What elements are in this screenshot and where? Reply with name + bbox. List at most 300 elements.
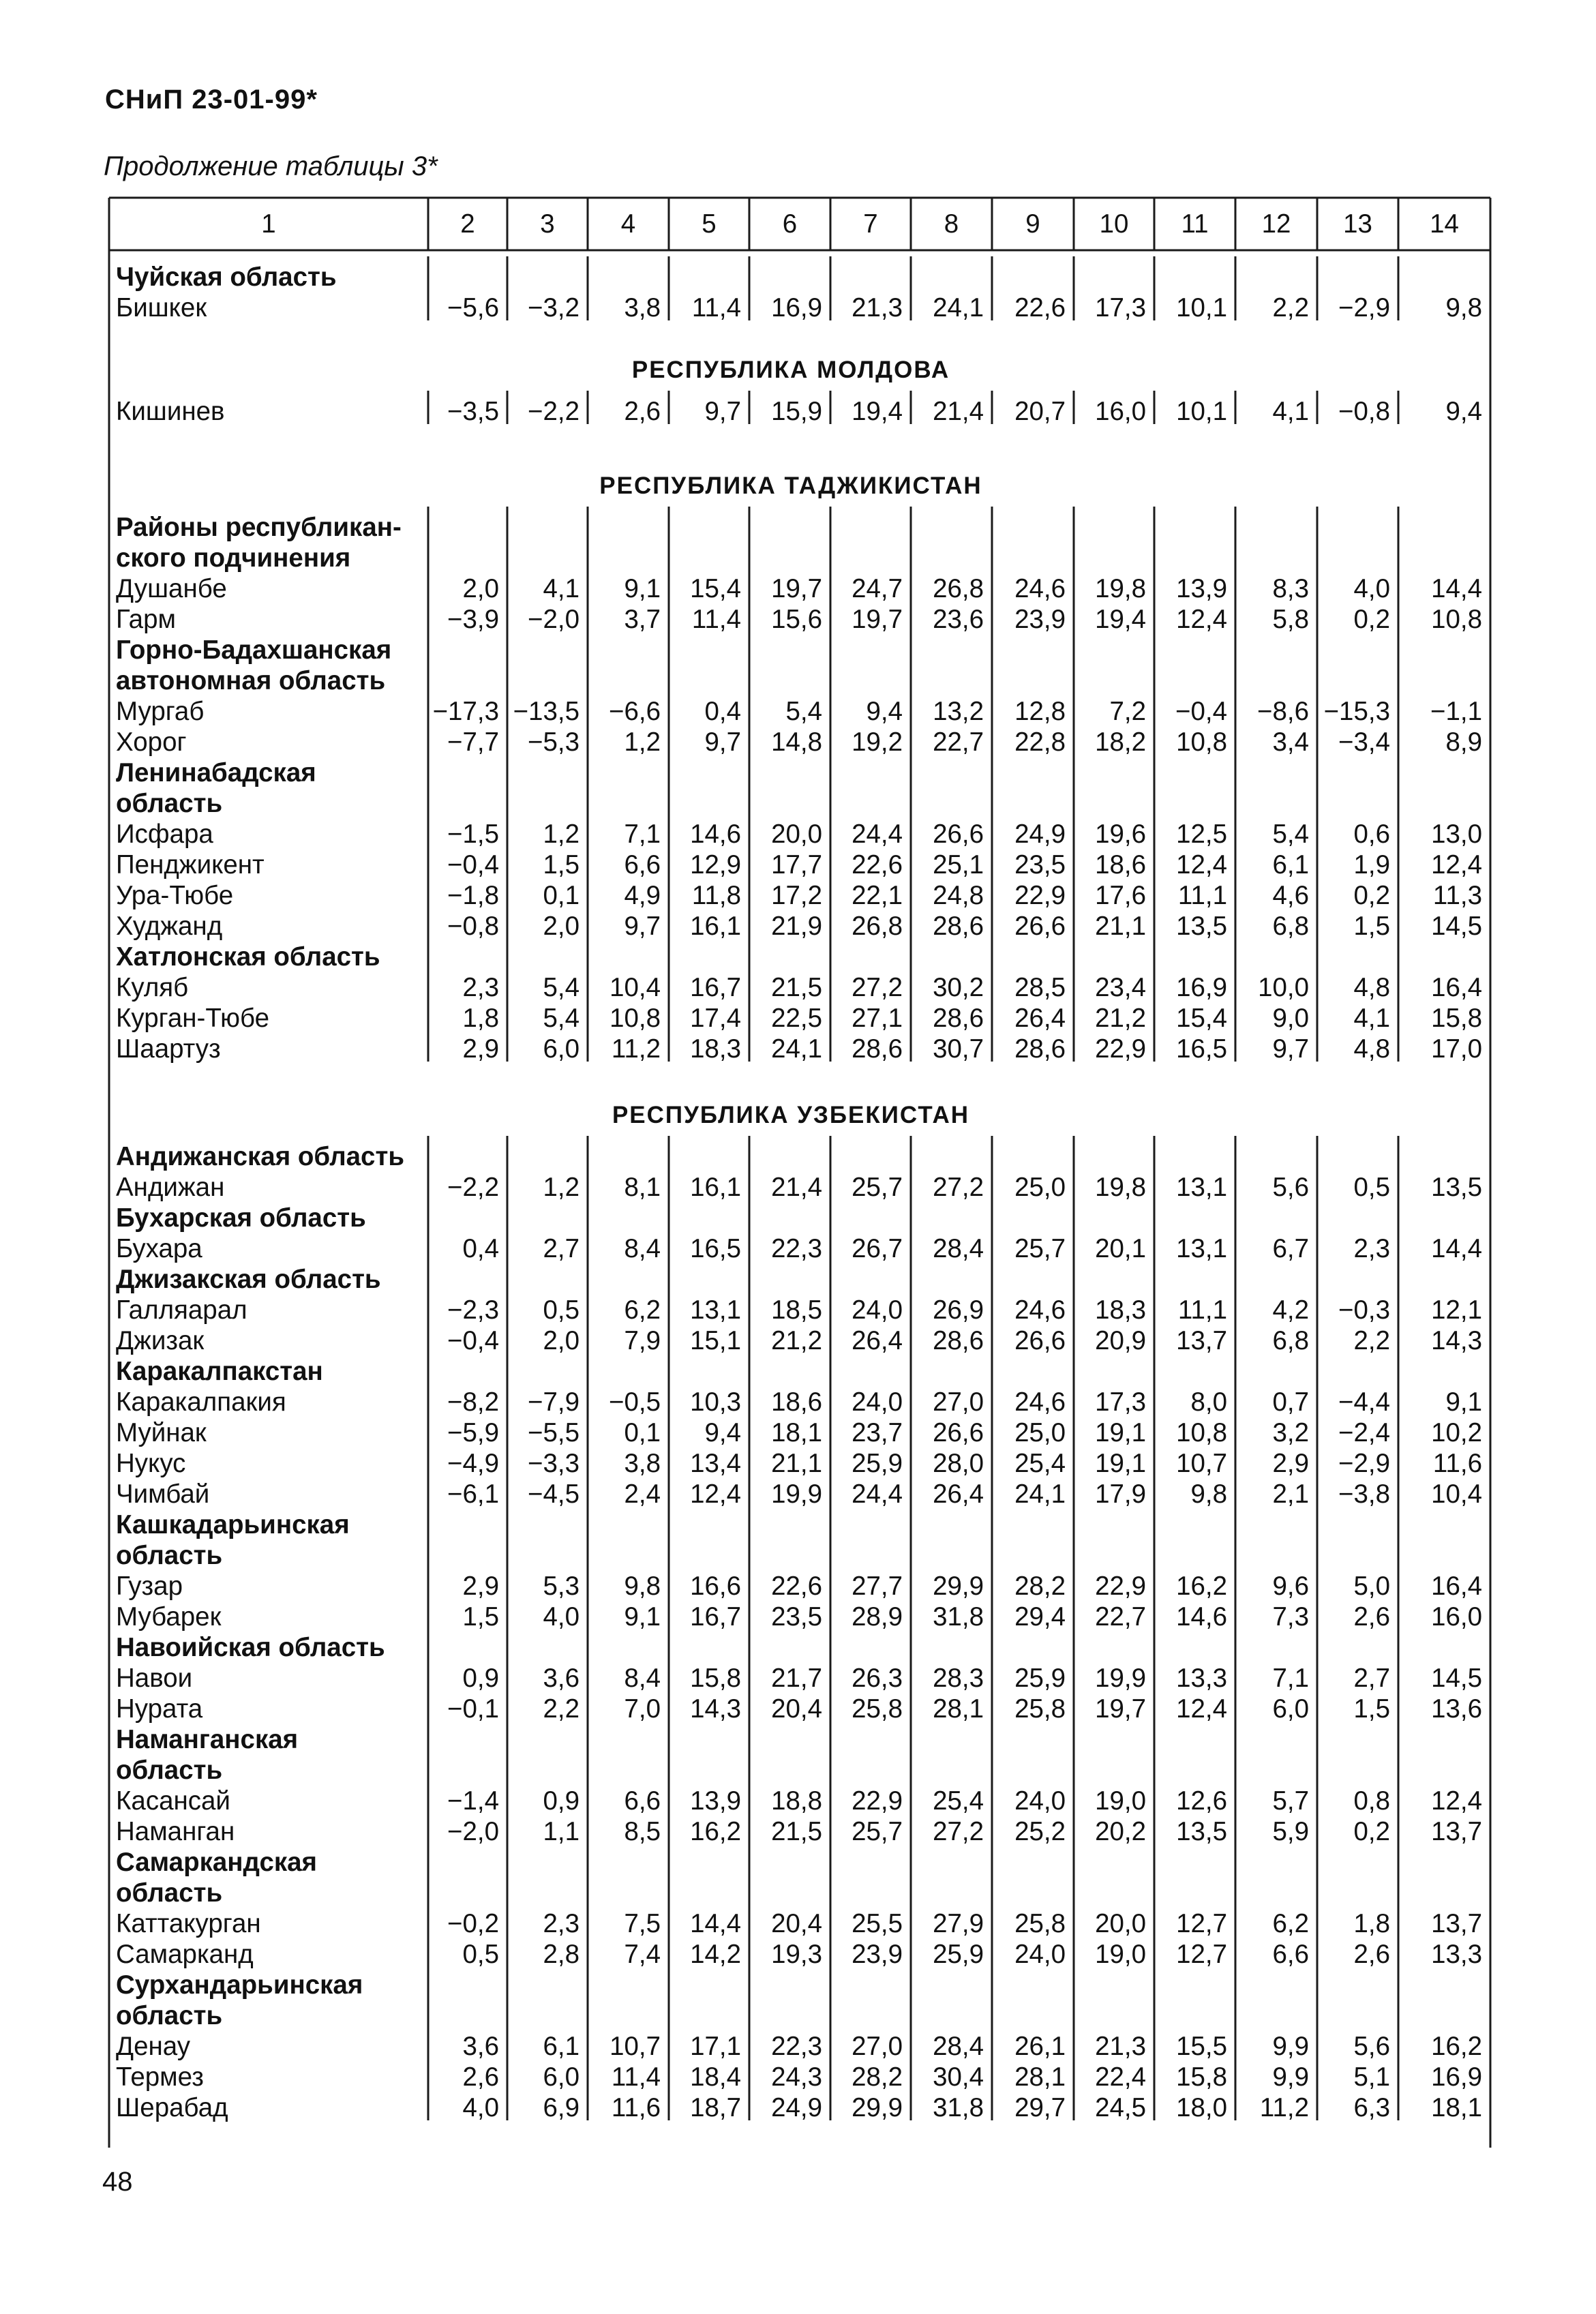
value-cell: 19,4 [852,397,903,426]
value-cell: 0,2 [1353,881,1390,910]
city-name: Муйнак [116,1418,207,1447]
value-cell: 0,7 [1272,1387,1309,1417]
value-cell: 7,3 [1272,1602,1309,1632]
value-cell: 25,9 [852,1449,903,1478]
value-cell: 26,4 [852,1326,903,1355]
value-cell: 26,1 [1014,2032,1066,2061]
value-cell: 23,7 [852,1418,903,1447]
value-cell: 2,0 [462,574,499,603]
city-name: Нурата [116,1694,203,1724]
value-cell: −1,1 [1430,697,1482,726]
region-heading: область [116,789,223,818]
value-cell: 6,6 [624,850,661,880]
value-cell: 11,8 [691,881,741,910]
region-heading: Каракалпакстан [116,1357,323,1386]
city-name: Мубарек [116,1602,222,1632]
region-heading: ского подчинения [116,543,351,573]
value-cell: −5,3 [527,727,579,757]
value-cell: 24,6 [1014,1387,1066,1417]
value-cell: 13,1 [1176,1234,1227,1263]
city-name: Шаартуз [116,1034,221,1064]
value-cell: 25,1 [933,850,984,880]
value-cell: 18,3 [1095,1295,1146,1325]
value-cell: 7,2 [1109,697,1146,726]
value-cell: 18,6 [771,1387,822,1417]
value-cell: 19,7 [852,605,903,634]
value-cell: −8,6 [1256,697,1309,726]
value-cell: 17,3 [1095,1387,1146,1417]
value-cell: 22,6 [852,850,903,880]
value-cell: 18,2 [1095,727,1146,757]
value-cell: 16,4 [1431,973,1482,1002]
value-cell: −0,3 [1338,1295,1390,1325]
value-cell: 0,6 [1353,820,1390,849]
city-name: Мургаб [116,697,205,726]
value-cell: 28,4 [933,2032,984,2061]
value-cell: 27,7 [852,1572,903,1601]
value-cell: 11,4 [691,605,741,634]
value-cell: 7,4 [624,1940,661,1969]
value-cell: 2,6 [462,2062,499,2092]
value-cell: 28,3 [933,1664,984,1693]
value-cell: 15,8 [1176,2062,1227,2092]
value-cell: 5,4 [543,973,579,1002]
value-cell: 7,0 [624,1694,661,1724]
value-cell: 5,1 [1353,2062,1390,2092]
city-name: Каракалпакия [116,1387,286,1417]
value-cell: 0,5 [543,1295,579,1325]
value-cell: 10,8 [1176,727,1227,757]
value-cell: 17,6 [1095,881,1146,910]
value-cell: 19,8 [1095,1173,1146,1202]
value-cell: 24,0 [1014,1940,1066,1969]
value-cell: −3,9 [447,605,499,634]
value-cell: 25,7 [852,1173,903,1202]
value-cell: −4,4 [1338,1387,1390,1417]
value-cell: 18,1 [1431,2093,1482,2122]
city-name: Бишкек [116,293,207,322]
value-cell: 22,9 [1095,1572,1146,1601]
value-cell: 22,7 [933,727,984,757]
value-cell: 25,7 [852,1817,903,1846]
value-cell: 11,2 [1259,2093,1309,2122]
value-cell: −3,2 [527,293,579,322]
value-cell: 12,7 [1176,1909,1227,1938]
value-cell: 25,2 [1014,1817,1066,1846]
value-cell: −15,3 [1323,697,1390,726]
value-cell: 8,1 [624,1173,661,1202]
value-cell: 19,0 [1095,1786,1146,1816]
value-cell: 11,2 [611,1034,661,1064]
value-cell: 12,4 [1176,850,1227,880]
value-cell: 0,5 [462,1940,499,1969]
value-cell: 5,6 [1272,1173,1309,1202]
value-cell: 8,0 [1190,1387,1227,1417]
region-heading: Районы республикан- [116,513,402,542]
value-cell: −4,5 [527,1479,579,1509]
value-cell: 4,0 [462,2093,499,2122]
value-cell: 9,1 [1445,1387,1482,1417]
value-cell: −0,2 [447,1909,499,1938]
value-cell: 3,2 [1272,1418,1309,1447]
value-cell: 25,9 [933,1940,984,1969]
value-cell: 21,2 [771,1326,822,1355]
value-cell: 2,9 [1272,1449,1309,1478]
value-cell: 28,6 [1014,1034,1066,1064]
value-cell: 26,6 [1014,1326,1066,1355]
value-cell: 17,2 [771,881,822,910]
city-name: Гарм [116,605,176,634]
value-cell: 7,5 [624,1909,661,1938]
value-cell: 21,7 [771,1664,822,1693]
value-cell: 2,7 [543,1234,579,1263]
value-cell: 1,5 [462,1602,499,1632]
value-cell: −5,9 [447,1418,499,1447]
value-cell: 11,6 [611,2093,661,2122]
city-name: Исфара [116,820,213,849]
value-cell: 24,9 [1014,820,1066,849]
value-cell: 12,4 [690,1479,741,1509]
value-cell: 8,4 [624,1664,661,1693]
value-cell: 18,5 [771,1295,822,1325]
city-name: Гузар [116,1572,183,1601]
value-cell: 16,9 [1176,973,1227,1002]
value-cell: 15,6 [771,605,822,634]
value-cell: 10,3 [690,1387,741,1417]
value-cell: 7,9 [624,1326,661,1355]
city-name: Бухара [116,1234,202,1263]
city-name: Душанбе [116,574,227,603]
value-cell: 25,8 [852,1694,903,1724]
value-cell: 2,2 [1272,293,1309,322]
region-heading: Самаркандская [116,1848,318,1877]
value-cell: 0,5 [1353,1173,1390,1202]
value-cell: 6,2 [1272,1909,1309,1938]
value-cell: 16,5 [690,1234,741,1263]
value-cell: 19,2 [852,727,903,757]
value-cell: 29,9 [933,1572,984,1601]
value-cell: 30,4 [933,2062,984,2092]
value-cell: 12,8 [1014,697,1066,726]
value-cell: 26,6 [1014,912,1066,941]
value-cell: 13,6 [1431,1694,1482,1724]
city-name: Куляб [116,973,189,1002]
value-cell: −4,9 [447,1449,499,1478]
city-name: Джизак [116,1326,205,1355]
city-name: Навои [116,1664,193,1693]
value-cell: 26,8 [852,912,903,941]
value-cell: 17,9 [1095,1479,1146,1509]
value-cell: 24,6 [1014,574,1066,603]
value-cell: 9,8 [624,1572,661,1601]
region-heading: автономная область [116,666,386,695]
value-cell: 24,1 [771,1034,822,1064]
value-cell: 21,2 [1095,1004,1146,1033]
value-cell: 3,4 [1272,727,1309,757]
column-header: 7 [863,209,878,239]
value-cell: 10,8 [1431,605,1482,634]
value-cell: 2,6 [1353,1602,1390,1632]
value-cell: 6,1 [1272,850,1309,880]
value-cell: 31,8 [933,2093,984,2122]
column-header: 9 [1025,209,1040,239]
value-cell: 22,3 [771,1234,822,1263]
value-cell: −3,3 [527,1449,579,1478]
column-header: 13 [1343,209,1372,239]
value-cell: 27,2 [933,1817,984,1846]
region-heading: Сурхандарьинская [116,1970,363,2000]
region-heading: область [116,1756,223,1785]
value-cell: 6,0 [1272,1694,1309,1724]
value-cell: 21,4 [933,397,984,426]
city-name: Курган-Тюбе [116,1004,270,1033]
value-cell: 5,4 [1272,820,1309,849]
value-cell: 9,6 [1272,1572,1309,1601]
value-cell: 6,8 [1272,912,1309,941]
region-heading: Ленинабадская [116,758,316,787]
value-cell: 10,0 [1258,973,1309,1002]
value-cell: 22,9 [852,1786,903,1816]
value-cell: 25,4 [933,1786,984,1816]
table-caption: Продолжение таблицы 3* [104,151,438,181]
value-cell: −2,2 [527,397,579,426]
value-cell: 21,1 [771,1449,822,1478]
value-cell: 13,3 [1176,1664,1227,1693]
value-cell: −1,4 [447,1786,499,1816]
value-cell: 0,9 [543,1786,579,1816]
value-cell: 25,8 [1014,1909,1066,1938]
value-cell: −17,3 [432,697,499,726]
value-cell: 5,0 [1353,1572,1390,1601]
column-header: 11 [1181,209,1209,239]
value-cell: 15,5 [1176,2032,1227,2061]
value-cell: 14,5 [1431,1664,1482,1693]
value-cell: 1,8 [462,1004,499,1033]
region-heading: область [116,1878,223,1908]
value-cell: 23,9 [1014,605,1066,634]
value-cell: 21,5 [771,973,822,1002]
value-cell: 5,7 [1272,1786,1309,1816]
value-cell: 27,9 [933,1909,984,1938]
value-cell: 28,6 [933,1004,984,1033]
city-name: Каттакурган [116,1909,261,1938]
value-cell: −0,4 [447,850,499,880]
value-cell: 29,9 [852,2093,903,2122]
value-cell: 6,1 [543,2032,579,2061]
value-cell: 9,9 [1272,2062,1309,2092]
value-cell: 22,7 [1095,1602,1146,1632]
value-cell: 9,1 [624,1602,661,1632]
value-cell: 13,7 [1431,1909,1482,1938]
value-cell: 1,5 [1353,1694,1390,1724]
value-cell: 12,6 [1176,1786,1227,1816]
value-cell: 27,0 [933,1387,984,1417]
value-cell: 19,7 [1095,1694,1146,1724]
value-cell: 20,0 [771,820,822,849]
value-cell: 1,1 [543,1817,579,1846]
region-heading: Бухарская область [116,1203,366,1233]
value-cell: 10,4 [609,973,661,1002]
value-cell: 1,2 [543,820,579,849]
value-cell: 24,1 [1014,1479,1066,1509]
value-cell: 25,8 [1014,1694,1066,1724]
value-cell: 16,0 [1095,397,1146,426]
value-cell: 19,8 [1095,574,1146,603]
value-cell: −7,9 [527,1387,579,1417]
value-cell: 28,6 [852,1034,903,1064]
value-cell: 9,0 [1272,1004,1309,1033]
value-cell: −5,5 [527,1418,579,1447]
value-cell: 4,1 [543,574,579,603]
page-number: 48 [102,2167,133,2197]
value-cell: −2,0 [447,1817,499,1846]
value-cell: 4,0 [543,1602,579,1632]
value-cell: 9,9 [1272,2032,1309,2061]
value-cell: 23,5 [771,1602,822,1632]
value-cell: 0,4 [704,697,741,726]
value-cell: 20,0 [1095,1909,1146,1938]
value-cell: 7,1 [624,820,661,849]
value-cell: 9,4 [704,1418,741,1447]
value-cell: 19,1 [1095,1449,1146,1478]
value-cell: 26,6 [933,820,984,849]
value-cell: 31,8 [933,1602,984,1632]
column-header: 10 [1099,209,1129,239]
value-cell: 10,2 [1431,1418,1482,1447]
value-cell: 13,4 [690,1449,741,1478]
column-header: 6 [782,209,798,239]
value-cell: 14,6 [1176,1602,1227,1632]
value-cell: 28,4 [933,1234,984,1263]
value-cell: 1,8 [1353,1909,1390,1938]
value-cell: 0,2 [1353,605,1390,634]
value-cell: 10,8 [1176,1418,1227,1447]
value-cell: 24,0 [852,1387,903,1417]
value-cell: 11,1 [1177,1295,1227,1325]
value-cell: 24,0 [1014,1786,1066,1816]
value-cell: 16,1 [690,912,741,941]
value-cell: 1,5 [1353,912,1390,941]
region-heading: Джизакская область [116,1265,381,1294]
value-cell: 11,4 [691,293,741,322]
value-cell: −6,6 [608,697,661,726]
value-cell: 9,7 [1272,1034,1309,1064]
region-heading: Наманганская [116,1725,299,1754]
value-cell: 5,6 [1353,2032,1390,2061]
value-cell: 25,4 [1014,1449,1066,1478]
value-cell: 16,9 [1431,2062,1482,2092]
value-cell: −6,1 [447,1479,499,1509]
value-cell: 1,5 [543,850,579,880]
value-cell: 25,7 [1014,1234,1066,1263]
value-cell: −8,2 [447,1387,499,1417]
value-cell: 21,1 [1095,912,1146,941]
value-cell: 13,9 [1176,574,1227,603]
value-cell: 14,3 [690,1694,741,1724]
value-cell: 11,4 [611,2062,661,2092]
value-cell: 6,6 [624,1786,661,1816]
value-cell: 5,3 [543,1572,579,1601]
value-cell: 2,0 [543,1326,579,1355]
value-cell: 14,2 [690,1940,741,1969]
value-cell: 2,8 [543,1940,579,1969]
value-cell: −13,5 [513,697,579,726]
value-cell: 16,6 [690,1572,741,1601]
value-cell: 22,1 [852,881,903,910]
value-cell: 26,4 [1014,1004,1066,1033]
value-cell: 5,4 [785,697,822,726]
value-cell: 21,9 [771,912,822,941]
value-cell: 28,6 [933,912,984,941]
value-cell: 27,2 [933,1173,984,1202]
value-cell: 19,7 [771,574,822,603]
value-cell: 18,6 [1095,850,1146,880]
value-cell: 18,8 [771,1786,822,1816]
value-cell: −2,9 [1338,293,1390,322]
value-cell: 26,6 [933,1418,984,1447]
value-cell: 9,4 [1445,397,1482,426]
value-cell: 10,1 [1176,397,1227,426]
value-cell: 9,8 [1190,1479,1227,1509]
region-heading: Хатлонская область [116,942,380,972]
value-cell: −0,8 [447,912,499,941]
value-cell: 20,2 [1095,1817,1146,1846]
value-cell: 17,1 [690,2032,741,2061]
value-cell: 15,8 [690,1664,741,1693]
value-cell: 16,7 [690,1602,741,1632]
city-name: Пенджикент [116,850,265,880]
value-cell: 24,4 [852,820,903,849]
value-cell: −0,5 [608,1387,661,1417]
value-cell: 19,9 [1095,1664,1146,1693]
value-cell: 15,4 [1176,1004,1227,1033]
value-cell: 27,2 [852,973,903,1002]
section-title: РЕСПУБЛИКА УЗБЕКИСТАН [612,1102,970,1128]
value-cell: −2,0 [527,605,579,634]
value-cell: 20,4 [771,1694,822,1724]
value-cell: 16,0 [1431,1602,1482,1632]
value-cell: 7,1 [1272,1664,1309,1693]
value-cell: −1,8 [447,881,499,910]
value-cell: 6,6 [1272,1940,1309,1969]
value-cell: 15,4 [690,574,741,603]
value-cell: −2,2 [447,1173,499,1202]
value-cell: 16,9 [771,293,822,322]
value-cell: 5,8 [1272,605,1309,634]
region-heading: область [116,1541,223,1570]
city-name: Хорог [116,727,187,757]
value-cell: 6,7 [1272,1234,1309,1263]
value-cell: 4,8 [1353,973,1390,1002]
value-cell: 23,9 [852,1940,903,1969]
city-name: Термез [116,2062,204,2092]
city-name: Ура-Тюбе [116,881,234,910]
value-cell: 19,3 [771,1940,822,1969]
city-name: Нукус [116,1449,186,1478]
value-cell: 21,3 [852,293,903,322]
value-cell: 8,3 [1272,574,1309,603]
value-cell: 13,7 [1431,1817,1482,1846]
value-cell: 8,5 [624,1817,661,1846]
value-cell: 19,4 [1095,605,1146,634]
value-cell: 3,7 [624,605,661,634]
value-cell: 6,8 [1272,1326,1309,1355]
value-cell: 12,4 [1176,1694,1227,1724]
value-cell: 13,1 [690,1295,741,1325]
value-cell: 2,9 [462,1034,499,1064]
value-cell: 4,6 [1272,881,1309,910]
value-cell: 22,6 [771,1572,822,1601]
